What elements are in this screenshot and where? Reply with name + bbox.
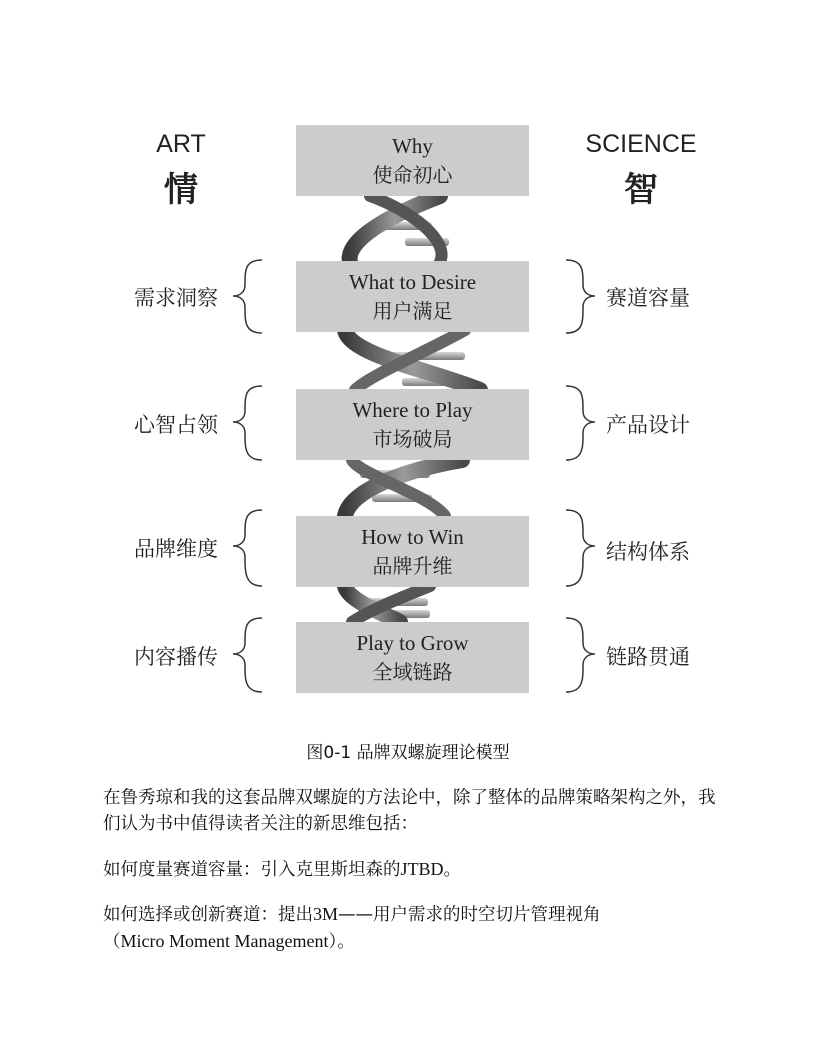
box-label-en: Why	[392, 133, 433, 158]
text-segment: Micro Moment Management	[120, 931, 329, 951]
right-label-track-capacity: 赛道容量	[606, 286, 690, 310]
left-label-demand-insight: 需求洞察	[134, 286, 218, 310]
paragraph-intro: 在鲁秀琼和我的这套品牌双螺旋的方法论中，除了整体的品牌策略架构之外，我们认为书中值得读者关注的新思维包括：	[103, 788, 716, 834]
right-label-link-through: 链路贯通	[606, 645, 690, 669]
box-label-cn: 用户满足	[372, 298, 453, 323]
science-header-cn: 智	[624, 170, 658, 210]
art-header: ART	[156, 130, 206, 158]
paragraph-3m	[103, 901, 723, 955]
text-segment: ——用户需求的时空切片管理视角	[338, 905, 601, 925]
science-header: SCIENCE	[585, 130, 697, 158]
box-what-to-desire	[296, 261, 529, 332]
left-label-mind-share: 心智占领	[134, 413, 218, 437]
box-why	[296, 125, 529, 196]
text-segment: 如何度量赛道容量：引入克里斯坦森的	[103, 860, 401, 880]
left-braces	[233, 260, 262, 692]
box-label-cn: 全域链路	[372, 659, 453, 684]
left-label-brand-dimension: 品牌维度	[134, 537, 218, 561]
box-where-to-play	[296, 389, 529, 460]
text-segment: JTBD	[400, 859, 444, 879]
text-segment: 如何选择或创新赛道：提出	[103, 905, 313, 925]
right-label-structure-system: 结构体系	[606, 540, 690, 564]
box-label-en: What to Desire	[348, 269, 477, 294]
box-how-to-win	[296, 516, 529, 587]
text-segment: （	[103, 932, 121, 952]
right-braces	[566, 260, 595, 692]
box-play-to-grow	[296, 622, 529, 693]
figure-caption: 图0-1 品牌双螺旋理论模型	[306, 743, 510, 763]
box-label-en: Play to Grow	[356, 630, 469, 655]
paragraph-jtbd	[103, 856, 723, 883]
left-label-content-spread: 内容播传	[134, 645, 218, 669]
right-label-product-design: 产品设计	[606, 413, 690, 437]
box-label-cn: 市场破局	[372, 426, 453, 451]
box-label-cn: 使命初心	[372, 162, 453, 187]
text-segment: 。	[443, 860, 462, 880]
box-label-en: Where to Play	[352, 397, 473, 422]
art-header-cn: 情	[164, 170, 198, 210]
text-segment: ）。	[328, 932, 355, 952]
text-segment: 3M	[313, 904, 339, 924]
box-label-cn: 品牌升维	[372, 553, 453, 578]
box-label-en: How to Win	[361, 524, 464, 549]
